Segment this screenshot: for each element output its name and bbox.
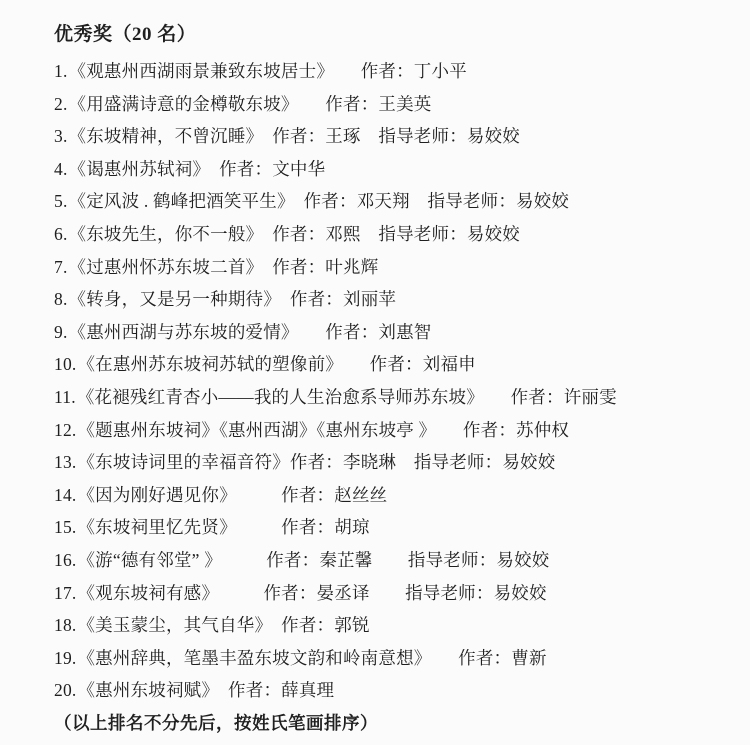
item-gap xyxy=(325,61,360,81)
item-author: 丁小平 xyxy=(413,61,467,81)
award-list-item xyxy=(54,609,734,642)
item-teacher: 易姣姣 xyxy=(493,582,547,603)
item-gap-2 xyxy=(370,583,405,603)
item-title: 《用盛满诗意的金樽敬东坡》 xyxy=(68,93,290,114)
item-title: 《游“德有邻堂” 》 xyxy=(77,549,214,570)
item-gap-2 xyxy=(361,224,379,244)
item-title: 《因为刚好遇见你》 xyxy=(77,484,229,505)
item-number: 13. xyxy=(54,452,77,473)
author-label: 作者： xyxy=(360,61,414,81)
item-author: 赵丝丝 xyxy=(334,484,388,505)
item-author: 王琢 xyxy=(325,126,361,147)
author-label: 作者： xyxy=(325,93,379,114)
item-title: 《观惠州西湖雨景兼致东坡居士》 xyxy=(68,61,326,81)
item-number: 10. xyxy=(54,354,77,375)
teacher-label: 指导老师： xyxy=(413,452,503,473)
award-list-item xyxy=(54,316,734,349)
footer-note: （以上排名不分先后，按姓氏笔画排序） xyxy=(54,712,378,733)
author-label: 作者： xyxy=(281,517,335,538)
item-author: 李晓琳 xyxy=(343,452,397,473)
item-title: 《谒惠州苏轼祠》 xyxy=(68,158,202,179)
award-list-item xyxy=(54,674,734,707)
item-title: 《过惠州怀苏东坡二首》 xyxy=(68,256,255,277)
item-author: 苏仲权 xyxy=(516,419,570,440)
award-list-item xyxy=(54,218,734,251)
author-label: 作者： xyxy=(272,223,326,244)
award-list-item xyxy=(54,479,734,512)
item-title: 《观东坡祠有感》 xyxy=(77,582,211,603)
author-label: 作者： xyxy=(510,386,564,407)
author-label: 作者： xyxy=(289,452,343,473)
item-title: 《东坡祠里忆先贤》 xyxy=(77,517,229,538)
author-label: 作者： xyxy=(263,582,317,603)
item-number: 1. xyxy=(54,61,68,81)
author-label: 作者： xyxy=(266,549,320,570)
author-label: 作者： xyxy=(458,647,512,668)
item-teacher: 易姣姣 xyxy=(466,126,521,147)
award-list-item xyxy=(54,120,734,153)
teacher-label: 指导老师： xyxy=(378,126,467,147)
award-list-item xyxy=(54,283,734,316)
item-gap xyxy=(272,289,290,309)
item-number: 8. xyxy=(54,289,68,310)
item-title: 《在惠州苏东坡祠苏轼的塑像前》 xyxy=(77,354,335,375)
item-author: 郭锐 xyxy=(334,615,370,636)
item-gap xyxy=(334,354,369,374)
item-number: 20. xyxy=(54,680,77,701)
item-author: 刘丽苹 xyxy=(343,289,397,310)
author-label: 作者： xyxy=(462,419,517,440)
award-list-item xyxy=(54,348,734,381)
award-list-item xyxy=(54,55,734,88)
author-label: 作者： xyxy=(369,354,423,375)
item-title: 《东坡精神，不曾沉睡》 xyxy=(68,126,255,147)
item-author: 刘福申 xyxy=(422,354,476,375)
item-author: 薛真理 xyxy=(281,680,335,701)
item-gap xyxy=(228,485,281,505)
item-gap xyxy=(213,550,266,570)
item-teacher: 易姣姣 xyxy=(516,191,570,212)
author-label: 作者： xyxy=(289,289,343,310)
author-label: 作者： xyxy=(219,158,273,179)
item-number: 16. xyxy=(54,549,77,570)
item-gap xyxy=(423,648,458,668)
item-gap-2 xyxy=(410,191,428,211)
item-author: 曹新 xyxy=(511,647,547,668)
award-list-item xyxy=(54,414,734,447)
item-gap xyxy=(201,159,219,179)
author-label: 作者： xyxy=(303,191,357,212)
teacher-label: 指导老师： xyxy=(407,549,497,570)
item-gap xyxy=(475,387,510,407)
item-number: 11. xyxy=(54,386,76,407)
item-gap xyxy=(254,126,272,146)
author-label: 作者： xyxy=(272,256,326,277)
item-author: 文中华 xyxy=(272,158,326,179)
item-teacher: 易姣姣 xyxy=(466,223,521,244)
item-author: 秦芷馨 xyxy=(319,549,373,570)
item-number: 19. xyxy=(54,647,77,668)
item-gap xyxy=(286,191,304,211)
item-title: 《惠州西湖与苏东坡的爱情》 xyxy=(68,321,290,342)
item-title: 《美玉蒙尘，其气自华》 xyxy=(77,615,264,636)
item-gap-2 xyxy=(361,126,379,146)
item-number: 15. xyxy=(54,517,77,538)
item-gap xyxy=(210,583,263,603)
teacher-label: 指导老师： xyxy=(378,223,467,244)
author-label: 作者： xyxy=(281,484,335,505)
item-gap-2 xyxy=(396,452,414,472)
item-teacher: 易姣姣 xyxy=(502,452,556,473)
document-title: 优秀奖（20 名） xyxy=(54,24,197,45)
author-label: 作者： xyxy=(272,126,326,147)
item-title: 《东坡先生，你不一般》 xyxy=(68,223,255,244)
item-title: 《东坡诗词里的幸福音符》 xyxy=(77,452,290,473)
award-list-item xyxy=(54,642,734,675)
author-label: 作者： xyxy=(325,321,379,342)
item-gap-2 xyxy=(372,550,407,570)
item-gap xyxy=(290,322,325,342)
item-author: 刘惠智 xyxy=(378,321,432,342)
item-title: 《惠州辞典，笔墨丰盈东坡文韵和岭南意想》 xyxy=(77,647,423,668)
award-list-item xyxy=(54,577,734,610)
award-list-item xyxy=(54,446,734,479)
item-gap xyxy=(254,257,272,277)
item-author: 胡琼 xyxy=(334,517,370,538)
item-author: 王美英 xyxy=(378,93,432,114)
item-title: 《花褪残红青杏小——我的人生治愈系导师苏东坡》 xyxy=(76,386,476,407)
award-list-item xyxy=(54,88,734,121)
item-gap xyxy=(263,615,281,635)
item-number: 6. xyxy=(54,223,68,244)
item-gap xyxy=(254,224,272,244)
item-title: 《定风波 . 鹤峰把酒笑平生》 xyxy=(68,191,286,212)
award-list-item xyxy=(54,511,734,544)
teacher-label: 指导老师： xyxy=(427,191,517,212)
item-number: 17. xyxy=(54,582,77,603)
item-title: 《题惠州东坡祠》《惠州西湖》《惠州东坡亭 》 xyxy=(77,419,428,440)
award-list-item xyxy=(54,251,734,284)
item-gap xyxy=(428,420,463,440)
item-number: 9. xyxy=(54,321,68,342)
item-number: 5. xyxy=(54,191,68,212)
author-label: 作者： xyxy=(281,615,335,636)
item-number: 14. xyxy=(54,484,77,505)
item-author: 邓天翔 xyxy=(356,191,410,212)
award-list-item xyxy=(54,153,734,186)
item-number: 3. xyxy=(54,126,68,147)
item-number: 7. xyxy=(54,256,68,277)
item-number: 12. xyxy=(54,419,77,440)
item-author: 叶兆辉 xyxy=(325,256,379,277)
item-author: 邓熙 xyxy=(325,223,361,244)
item-title: 《惠州东坡祠赋》 xyxy=(77,680,211,701)
award-list xyxy=(54,55,734,707)
item-teacher: 易姣姣 xyxy=(496,549,550,570)
award-list-item xyxy=(54,544,734,577)
award-list-item xyxy=(54,381,734,414)
item-author: 许丽雯 xyxy=(563,386,617,407)
item-title: 《转身，又是另一种期待》 xyxy=(68,289,273,310)
award-list-item xyxy=(54,185,734,218)
item-number: 2. xyxy=(54,93,68,114)
item-gap xyxy=(210,680,228,700)
item-gap xyxy=(228,517,281,537)
author-label: 作者： xyxy=(228,680,282,701)
item-gap xyxy=(290,94,325,114)
item-author: 晏丞译 xyxy=(316,582,370,603)
teacher-label: 指导老师： xyxy=(405,582,494,603)
item-number: 18. xyxy=(54,615,77,636)
item-number: 4. xyxy=(54,158,68,179)
